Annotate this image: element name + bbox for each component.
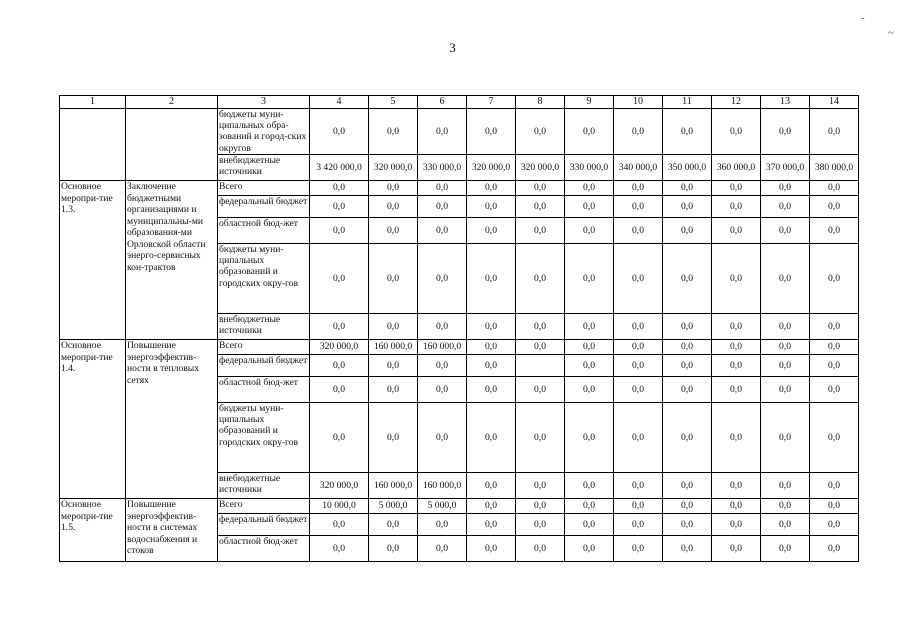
activity-cell: Основное меропри-тие 1.3. xyxy=(60,181,126,340)
value-cell: 0,0 xyxy=(565,355,614,377)
value-cell: 0,0 xyxy=(712,218,761,244)
table-row xyxy=(60,181,859,196)
value-cell: 0,0 xyxy=(516,403,565,473)
value-cell: 0,0 xyxy=(310,314,369,340)
value-cell: 0,0 xyxy=(516,314,565,340)
funding-source-cell: внебюджетные источники xyxy=(218,473,310,499)
value-cell: 0,0 xyxy=(310,355,369,377)
column-header: 10 xyxy=(614,96,663,109)
value-cell: 0,0 xyxy=(418,218,467,244)
funding-source-cell: областной бюд-жет xyxy=(218,536,310,562)
value-cell: 0,0 xyxy=(614,473,663,499)
value-cell: 0,0 xyxy=(810,514,859,536)
value-cell: 0,0 xyxy=(712,355,761,377)
value-cell: 0,0 xyxy=(565,218,614,244)
value-cell: 0,0 xyxy=(761,536,810,562)
value-cell: 0,0 xyxy=(467,196,516,218)
value-cell: 0,0 xyxy=(663,340,712,355)
value-cell: 0,0 xyxy=(810,196,859,218)
column-header: 2 xyxy=(126,96,218,109)
value-cell: 160 000,0 xyxy=(418,340,467,355)
value-cell: 0,0 xyxy=(565,244,614,314)
column-header: 7 xyxy=(467,96,516,109)
value-cell: 0,0 xyxy=(712,514,761,536)
value-cell: 0,0 xyxy=(516,196,565,218)
value-cell: 320 000,0 xyxy=(516,155,565,181)
value-cell: 0,0 xyxy=(761,514,810,536)
value-cell: 0,0 xyxy=(712,499,761,514)
value-cell: 0,0 xyxy=(614,181,663,196)
funding-source-cell: Всего xyxy=(218,499,310,514)
value-cell: 0,0 xyxy=(467,473,516,499)
value-cell: 350 000,0 xyxy=(663,155,712,181)
value-cell: 10 000,0 xyxy=(310,499,369,514)
value-cell: 320 000,0 xyxy=(467,155,516,181)
funding-source-cell: Всего xyxy=(218,340,310,355)
value-cell: 0,0 xyxy=(565,403,614,473)
activity-cell: Основное меропри-тие 1.4. xyxy=(60,340,126,499)
value-cell: 0,0 xyxy=(467,314,516,340)
value-cell: 0,0 xyxy=(761,403,810,473)
value-cell: 0,0 xyxy=(712,403,761,473)
value-cell: 0,0 xyxy=(369,355,418,377)
funding-source-cell: внебюджетные источники xyxy=(218,155,310,181)
value-cell: 0,0 xyxy=(565,340,614,355)
value-cell: 0,0 xyxy=(369,536,418,562)
funding-source-cell: федеральный бюджет xyxy=(218,355,310,377)
value-cell: 0,0 xyxy=(761,109,810,155)
funding-source-cell: федеральный бюджет xyxy=(218,196,310,218)
value-cell: 0,0 xyxy=(516,377,565,403)
funding-source-cell: внебюджетные источники xyxy=(218,314,310,340)
value-cell: 0,0 xyxy=(663,473,712,499)
column-header: 8 xyxy=(516,96,565,109)
value-cell: 0,0 xyxy=(712,181,761,196)
value-cell: 0,0 xyxy=(369,514,418,536)
value-cell: 330 000,0 xyxy=(565,155,614,181)
funding-source-cell: Всего xyxy=(218,181,310,196)
value-cell: 0,0 xyxy=(712,377,761,403)
value-cell: 0,0 xyxy=(565,514,614,536)
value-cell: 0,0 xyxy=(565,109,614,155)
value-cell: 5 000,0 xyxy=(418,499,467,514)
value-cell: 330 000,0 xyxy=(418,155,467,181)
funding-source-cell: бюджеты муни-ципальных образований и городских окру-гов xyxy=(218,244,310,314)
value-cell: 0,0 xyxy=(810,536,859,562)
value-cell: 0,0 xyxy=(810,109,859,155)
value-cell: 0,0 xyxy=(310,109,369,155)
value-cell: 0,0 xyxy=(810,403,859,473)
column-header: 14 xyxy=(810,96,859,109)
value-cell: 0,0 xyxy=(418,181,467,196)
value-cell: 3 420 000,0 xyxy=(310,155,369,181)
value-cell: 0,0 xyxy=(565,499,614,514)
value-cell: 0,0 xyxy=(369,377,418,403)
corner-mark: ~ xyxy=(888,27,894,39)
table-row xyxy=(60,340,859,355)
value-cell: 0,0 xyxy=(467,536,516,562)
value-cell: 0,0 xyxy=(467,109,516,155)
value-cell: 360 000,0 xyxy=(712,155,761,181)
value-cell: 0,0 xyxy=(516,109,565,155)
value-cell: 0,0 xyxy=(467,218,516,244)
funding-source-cell: областной бюд-жет xyxy=(218,377,310,403)
value-cell: 0,0 xyxy=(369,314,418,340)
budget-table xyxy=(59,95,859,562)
value-cell: 5 000,0 xyxy=(369,499,418,514)
value-cell: 0,0 xyxy=(467,514,516,536)
value-cell: 0,0 xyxy=(810,377,859,403)
value-cell: 0,0 xyxy=(516,499,565,514)
value-cell: 0,0 xyxy=(663,403,712,473)
column-header: 3 xyxy=(218,96,310,109)
value-cell: 0,0 xyxy=(761,181,810,196)
value-cell: 0,0 xyxy=(418,196,467,218)
value-cell: 0,0 xyxy=(712,196,761,218)
value-cell: 0,0 xyxy=(565,181,614,196)
value-cell: 0,0 xyxy=(663,109,712,155)
value-cell: 0,0 xyxy=(418,355,467,377)
value-cell: 380 000,0 xyxy=(810,155,859,181)
value-cell: 0,0 xyxy=(761,218,810,244)
value-cell: 0,0 xyxy=(369,196,418,218)
value-cell: 0,0 xyxy=(310,218,369,244)
value-cell: 0,0 xyxy=(614,218,663,244)
column-header: 5 xyxy=(369,96,418,109)
value-cell: 0,0 xyxy=(663,314,712,340)
table-row xyxy=(60,109,859,155)
corner-mark: - xyxy=(861,12,865,24)
value-cell: 0,0 xyxy=(810,473,859,499)
value-cell: 0,0 xyxy=(467,340,516,355)
value-cell: 0,0 xyxy=(516,473,565,499)
value-cell: 0,0 xyxy=(614,109,663,155)
value-cell: 0,0 xyxy=(761,499,810,514)
value-cell: 0,0 xyxy=(761,473,810,499)
value-cell: 0,0 xyxy=(467,181,516,196)
value-cell: 0,0 xyxy=(663,514,712,536)
value-cell: 0,0 xyxy=(369,218,418,244)
funding-source-cell: областной бюд-жет xyxy=(218,218,310,244)
value-cell: 0,0 xyxy=(712,473,761,499)
value-cell: 0,0 xyxy=(369,109,418,155)
value-cell: 0,0 xyxy=(516,181,565,196)
description-cell: Заключение бюджетными организациями и муниципальны-ми образования-ми Орловской области энерго-сервисных кон-трактов xyxy=(126,181,218,340)
value-cell: 0,0 xyxy=(614,536,663,562)
value-cell: 0,0 xyxy=(565,473,614,499)
value-cell: 0,0 xyxy=(761,377,810,403)
value-cell: 0,0 xyxy=(663,536,712,562)
value-cell: 0,0 xyxy=(712,536,761,562)
description-cell xyxy=(126,109,218,181)
value-cell: 0,0 xyxy=(418,109,467,155)
value-cell: 0,0 xyxy=(761,355,810,377)
value-cell: 0,0 xyxy=(761,196,810,218)
value-cell: 0,0 xyxy=(761,314,810,340)
funding-source-cell: федеральный бюджет xyxy=(218,514,310,536)
value-cell: 0,0 xyxy=(810,181,859,196)
value-cell: 0,0 xyxy=(516,218,565,244)
description-cell: Повышение энергоэффектив-ности в системах водоснабжения и стоков xyxy=(126,499,218,562)
value-cell: 0,0 xyxy=(310,244,369,314)
value-cell: 0,0 xyxy=(663,181,712,196)
value-cell: 160 000,0 xyxy=(369,340,418,355)
value-cell: 0,0 xyxy=(810,499,859,514)
value-cell: 0,0 xyxy=(810,218,859,244)
page-number: 3 xyxy=(449,40,456,55)
value-cell: 0,0 xyxy=(418,514,467,536)
value-cell: 0,0 xyxy=(516,244,565,314)
value-cell: 0,0 xyxy=(310,181,369,196)
value-cell: 0,0 xyxy=(614,403,663,473)
funding-source-cell: бюджеты муни-ципальных образований и городских окру-гов xyxy=(218,403,310,473)
column-header: 11 xyxy=(663,96,712,109)
value-cell: 0,0 xyxy=(369,244,418,314)
value-cell: 340 000,0 xyxy=(614,155,663,181)
value-cell: 0,0 xyxy=(810,340,859,355)
value-cell: 0,0 xyxy=(418,244,467,314)
activity-cell: Основное меропри-тие 1.5. xyxy=(60,499,126,562)
value-cell: 0,0 xyxy=(516,536,565,562)
value-cell: 320 000,0 xyxy=(310,340,369,355)
column-header: 12 xyxy=(712,96,761,109)
header-row xyxy=(60,96,859,109)
value-cell: 0,0 xyxy=(467,499,516,514)
value-cell: 0,0 xyxy=(712,314,761,340)
value-cell: 0,0 xyxy=(663,218,712,244)
value-cell: 0,0 xyxy=(614,377,663,403)
value-cell: 0,0 xyxy=(369,403,418,473)
column-header: 1 xyxy=(60,96,126,109)
value-cell: 0,0 xyxy=(614,355,663,377)
value-cell: 0,0 xyxy=(467,244,516,314)
value-cell: 0,0 xyxy=(663,244,712,314)
value-cell: 0,0 xyxy=(467,377,516,403)
value-cell: 0,0 xyxy=(310,536,369,562)
value-cell: 0,0 xyxy=(565,377,614,403)
column-header: 13 xyxy=(761,96,810,109)
value-cell: 0,0 xyxy=(614,514,663,536)
column-header: 6 xyxy=(418,96,467,109)
value-cell: 0,0 xyxy=(761,244,810,314)
value-cell: 320 000,0 xyxy=(369,155,418,181)
value-cell: 0,0 xyxy=(310,514,369,536)
activity-cell xyxy=(60,109,126,181)
value-cell: 0,0 xyxy=(310,403,369,473)
description-cell: Повышение энергоэффектив-ности в тепловых сетях xyxy=(126,340,218,499)
value-cell: 0,0 xyxy=(565,196,614,218)
value-cell: 0,0 xyxy=(761,340,810,355)
column-header: 4 xyxy=(310,96,369,109)
value-cell: 0,0 xyxy=(663,355,712,377)
column-header: 9 xyxy=(565,96,614,109)
value-cell: 0,0 xyxy=(810,244,859,314)
value-cell: 0,0 xyxy=(712,340,761,355)
value-cell: 0,0 xyxy=(712,244,761,314)
value-cell: 0,0 xyxy=(565,536,614,562)
value-cell: 160 000,0 xyxy=(418,473,467,499)
value-cell: 0,0 xyxy=(614,244,663,314)
value-cell: 0,0 xyxy=(418,314,467,340)
value-cell: 0,0 xyxy=(663,377,712,403)
value-cell: 0,0 xyxy=(810,314,859,340)
funding-source-cell: бюджеты муни-ципальных обра-зований и город-ских округов xyxy=(218,109,310,155)
value-cell: 0,0 xyxy=(516,514,565,536)
value-cell: 160 000,0 xyxy=(369,473,418,499)
value-cell: 0,0 xyxy=(467,355,516,377)
table-row xyxy=(60,499,859,514)
value-cell: 0,0 xyxy=(614,314,663,340)
value-cell: 0,0 xyxy=(712,109,761,155)
value-cell: 0,0 xyxy=(310,196,369,218)
value-cell: 0,0 xyxy=(516,340,565,355)
value-cell: 0,0 xyxy=(310,377,369,403)
value-cell: 0,0 xyxy=(614,196,663,218)
value-cell: 320 000,0 xyxy=(310,473,369,499)
value-cell: 0,0 xyxy=(418,403,467,473)
value-cell: 0,0 xyxy=(369,181,418,196)
value-cell: 0,0 xyxy=(810,355,859,377)
value-cell: 370 000,0 xyxy=(761,155,810,181)
value-cell: 0,0 xyxy=(418,377,467,403)
value-cell: 0,0 xyxy=(614,499,663,514)
value-cell: 0,0 xyxy=(418,536,467,562)
value-cell: 0,0 xyxy=(663,196,712,218)
value-cell: 0,0 xyxy=(614,340,663,355)
value-cell xyxy=(516,355,565,377)
value-cell: 0,0 xyxy=(467,403,516,473)
value-cell: 0,0 xyxy=(663,499,712,514)
value-cell: 0,0 xyxy=(565,314,614,340)
